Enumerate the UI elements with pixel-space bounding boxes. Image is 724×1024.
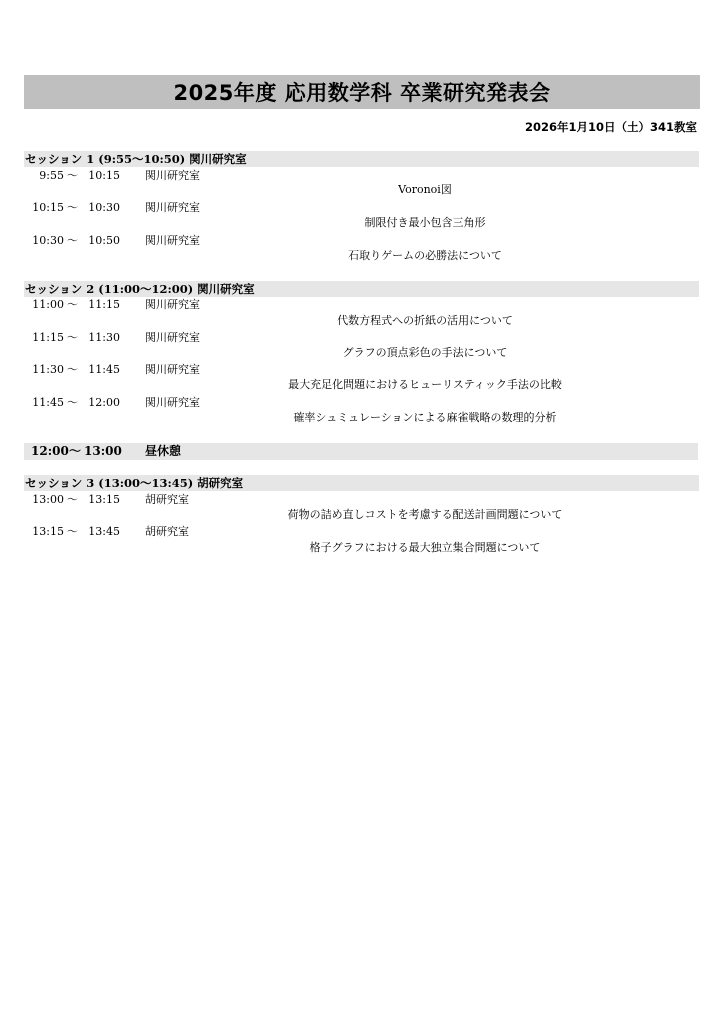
lab-name: 関川研究室 (145, 363, 200, 376)
talk-title: グラフの頂点彩色の手法について (342, 346, 508, 359)
start-time: 11:30 (32, 363, 64, 376)
end-time: 11:30 (88, 331, 120, 344)
end-time: 12:00 (88, 396, 120, 409)
lab-name: 胡研究室 (145, 525, 189, 538)
end-time: 10:30 (88, 201, 120, 214)
end-time: 13:15 (88, 493, 120, 506)
lab-name: 関川研究室 (145, 396, 200, 409)
time-separator: 〜 (67, 234, 78, 247)
start-time: 11:00 (32, 298, 64, 311)
end-time: 13:45 (88, 525, 120, 538)
time-separator: 〜 (67, 169, 78, 182)
talk-title: 石取りゲームの必勝法について (348, 249, 502, 262)
talk-title: 最大充足化問題におけるヒューリスティック手法の比較 (288, 378, 562, 391)
talk-title: 代数方程式への折紙の活用について (337, 314, 513, 327)
title-banner (24, 75, 700, 109)
start-time: 11:15 (32, 331, 64, 344)
session-1-heading: セッション 1 (9:55〜10:50) 関川研究室 (24, 151, 699, 167)
time-separator: 〜 (67, 396, 78, 409)
start-time: 11:45 (32, 396, 64, 409)
talk-title: 制限付き最小包含三角形 (364, 216, 486, 229)
lab-name: 関川研究室 (145, 201, 200, 214)
time-separator: 〜 (67, 363, 78, 376)
time-separator: 〜 (69, 444, 82, 458)
session-2-heading: セッション 2 (11:00〜12:00) 関川研究室 (24, 281, 699, 297)
lab-name: 関川研究室 (145, 169, 200, 182)
start-time: 10:30 (32, 234, 64, 247)
lab-name: 関川研究室 (145, 298, 200, 311)
start-time: 13:00 (32, 493, 64, 506)
talk-title: Voronoi図 (398, 183, 452, 196)
time-separator: 〜 (67, 298, 78, 311)
lab-name: 関川研究室 (145, 331, 200, 344)
talk-title: 確率シュミュレーションによる麻雀戦略の数理的分析 (293, 411, 557, 424)
time-separator: 〜 (67, 201, 78, 214)
lunch-break-row (24, 443, 698, 460)
start-time: 10:15 (32, 201, 64, 214)
lab-name: 関川研究室 (145, 234, 200, 247)
time-separator: 〜 (67, 493, 78, 506)
talk-title: 荷物の詰め直しコストを考慮する配送計画問題について (287, 508, 563, 521)
talk-title: 格子グラフにおける最大独立集合問題について (309, 541, 541, 554)
end-time: 13:00 (84, 444, 122, 458)
lab-name: 胡研究室 (145, 493, 189, 506)
end-time: 10:15 (88, 169, 120, 182)
end-time: 11:45 (88, 363, 120, 376)
time-separator: 〜 (67, 525, 78, 538)
end-time: 10:50 (88, 234, 120, 247)
start-time: 9:55 (39, 169, 64, 182)
time-separator: 〜 (67, 331, 78, 344)
start-time: 12:00 (31, 444, 69, 458)
end-time: 11:15 (88, 298, 120, 311)
break-label: 昼休憩 (145, 444, 182, 458)
start-time: 13:15 (32, 525, 64, 538)
session-3-heading: セッション 3 (13:00〜13:45) 胡研究室 (24, 475, 699, 491)
page-title: 2025年度 応用数学科 卒業研究発表会 (173, 81, 551, 105)
event-date-location: 2026年1月10日（土）341教室 (524, 120, 697, 134)
